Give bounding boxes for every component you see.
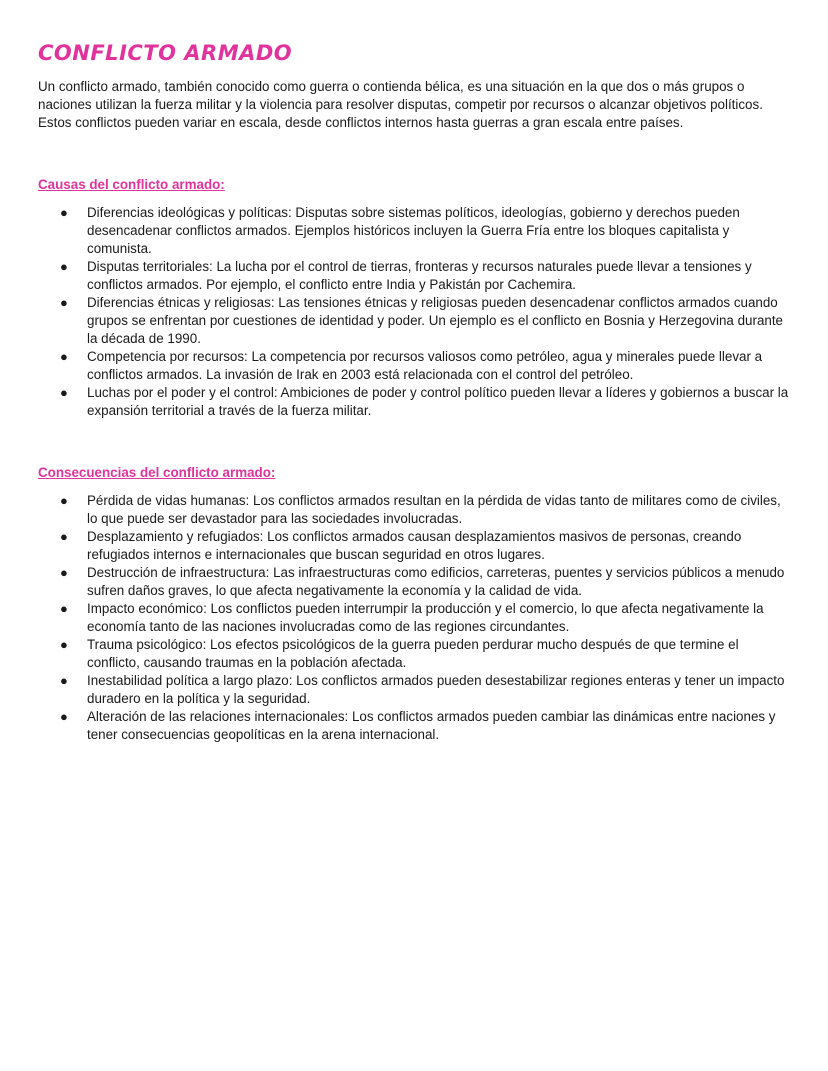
list-item-text: Diferencias étnicas y religiosas: Las tensiones étnicas y religiosas pueden desencadenar conflictos armados cuando grupos se enfrentan por cuestiones de identidad y poder. Un ejemplo es el conflicto en Bosnia y Herzegovina durante la década de 1990. — [87, 294, 784, 346]
bullet-icon: ● — [60, 258, 68, 274]
bullet-icon: ● — [60, 204, 68, 220]
list-item-text: Pérdida de vidas humanas: Los conflictos armados resultan en la pérdida de vidas tanto de militares como de civiles, lo que puede ser devastador para las sociedades involucradas. — [87, 492, 781, 526]
bullet-icon: ● — [60, 708, 68, 724]
bullet-icon: ● — [60, 672, 68, 688]
list-item — [38, 492, 790, 528]
list-item-text: Destrucción de infraestructura: Las infraestructuras como edificios, carreteras, puentes y servicios públicos a menudo sufren daños graves, lo que afecta negativamente la economía y la calidad de vida. — [87, 564, 785, 598]
list-item — [38, 708, 790, 744]
intro-paragraph: Un conflicto armado, también conocido como guerra o contienda bélica, es una situación en la que dos o más grupos o naciones utilizan la fuerza militar y la violencia para resolver disputas, competir por recursos o alcanzar objetivos políticos. Estos conflictos pueden variar en escala, desde conflictos internos hasta guerras a gran escala entre países. — [38, 79, 763, 131]
causes-list — [38, 204, 790, 420]
list-item-text: Desplazamiento y refugiados: Los conflictos armados causan desplazamientos masivos de personas, creando refugiados internos e internacionales que buscan seguridad en otros lugares. — [87, 528, 742, 562]
bullet-icon: ● — [60, 528, 68, 544]
list-item-text: Impacto económico: Los conflictos pueden interrumpir la producción y el comercio, lo que afecta negativamente la economía tanto de las naciones involucradas como de las regiones circundantes. — [87, 600, 764, 634]
list-item-text: Competencia por recursos: La competencia por recursos valiosos como petróleo, agua y minerales puede llevar a conflictos armados. La invasión de Irak en 2003 está relacionada con el control del petróleo. — [87, 348, 763, 382]
bullet-icon: ● — [60, 384, 68, 400]
list-item — [38, 294, 790, 348]
bullet-icon: ● — [60, 564, 68, 580]
list-item — [38, 564, 790, 600]
document-title: CONFLICTO ARMADO — [38, 41, 293, 65]
bullet-icon: ● — [60, 636, 68, 652]
list-item — [38, 636, 790, 672]
section-heading-consequences: Consecuencias del conflicto armado: — [38, 464, 276, 480]
list-item — [38, 348, 790, 384]
bullet-icon: ● — [60, 600, 68, 616]
list-item — [38, 600, 790, 636]
bullet-icon: ● — [60, 348, 68, 364]
list-item-text: Trauma psicológico: Los efectos psicológicos de la guerra pueden perdurar mucho después de que termine el conflicto, causando traumas en la población afectada. — [87, 636, 739, 670]
list-item-text: Luchas por el poder y el control: Ambiciones de poder y control político pueden llevar a líderes y gobiernos a buscar la expansión territorial a través de la fuerza militar. — [87, 384, 789, 418]
document-page — [38, 38, 790, 744]
list-item — [38, 204, 790, 258]
section-heading-causes: Causas del conflicto armado: — [38, 176, 225, 192]
list-item-text: Diferencias ideológicas y políticas: Disputas sobre sistemas políticos, ideologías, gobierno y derechos pueden desencadenar conflictos armados. Ejemplos históricos incluyen la Guerra Fría entre los bloques capitalista y comunista. — [87, 204, 740, 256]
list-item — [38, 672, 790, 708]
list-item-text: Inestabilidad política a largo plazo: Los conflictos armados pueden desestabilizar regiones enteras y tener un impacto duradero en la política y la seguridad. — [87, 672, 785, 706]
list-item-text: Alteración de las relaciones internacionales: Los conflictos armados pueden cambiar las dinámicas entre naciones y tener consecuencias geopolíticas en la arena internacional. — [87, 708, 776, 742]
list-item — [38, 384, 790, 420]
bullet-icon: ● — [60, 294, 68, 310]
list-item — [38, 258, 790, 294]
bullet-icon: ● — [60, 492, 68, 508]
list-item — [38, 528, 790, 564]
list-item-text: Disputas territoriales: La lucha por el control de tierras, fronteras y recursos naturales puede llevar a tensiones y conflictos armados. Por ejemplo, el conflicto entre India y Pakistán por Cachemira. — [87, 258, 752, 292]
consequences-list — [38, 492, 790, 744]
